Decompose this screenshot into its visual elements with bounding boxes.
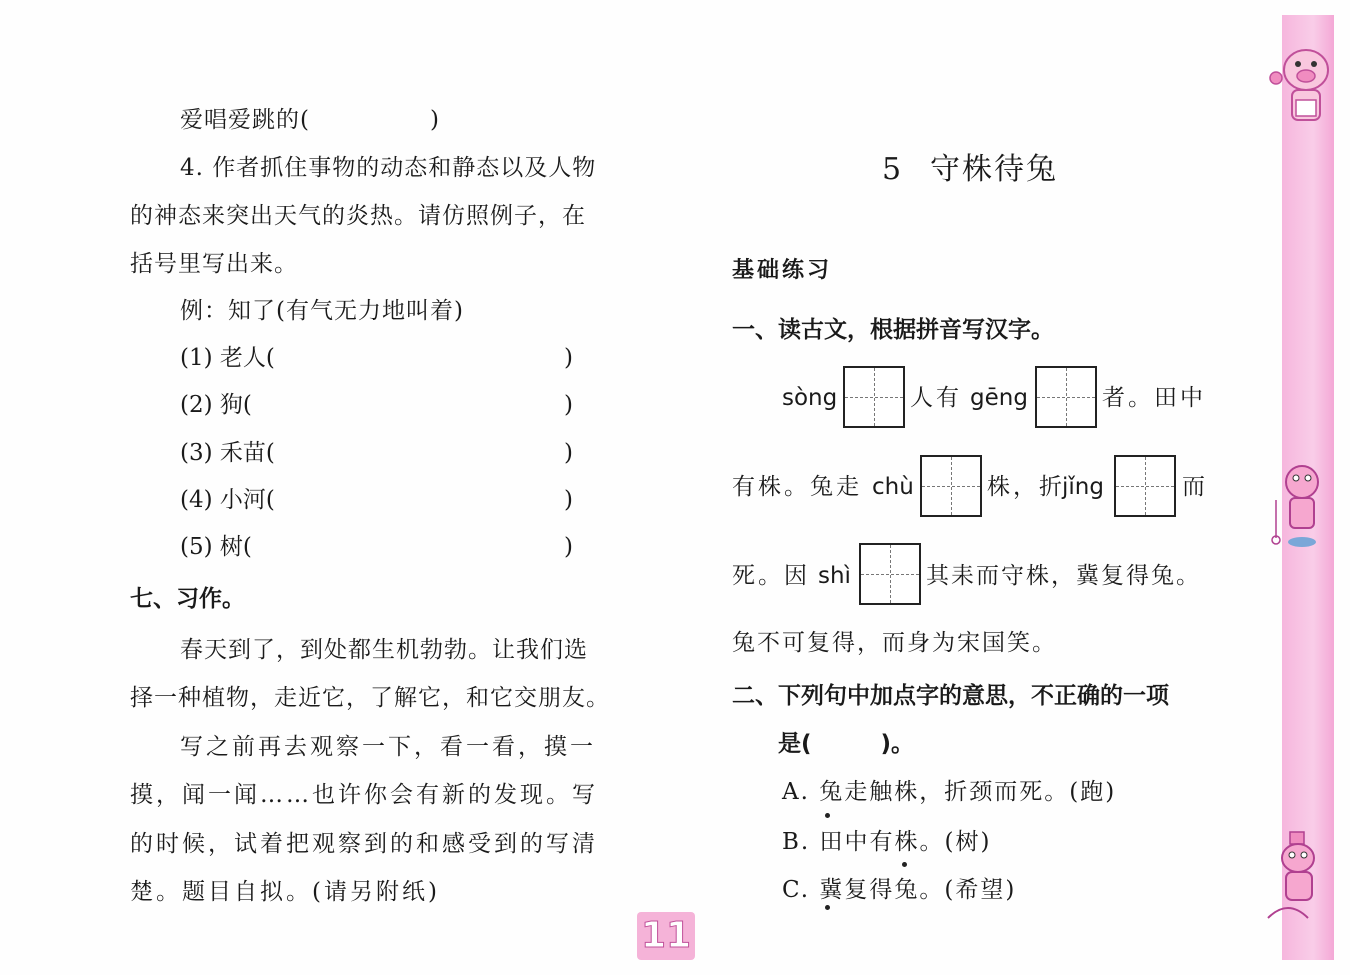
section-7-heading: 七、习作。 [130, 586, 245, 612]
row4-text: 兔不可复得，而身为宋国笑。 [732, 630, 1057, 656]
answer-box-1[interactable] [843, 366, 905, 428]
page-number: 11 [637, 912, 695, 960]
answer-box-3[interactable] [920, 455, 982, 517]
answer-box-4[interactable] [1114, 455, 1176, 517]
item-5-label: (5) 树( [180, 534, 252, 560]
item-3-label: (3) 禾苗( [180, 440, 275, 466]
pinyin-shi: shì [818, 563, 851, 589]
q4-line-2: 的神态来突出天气的炎热。请仿照例子，在 [130, 203, 586, 229]
item-4-label: (4) 小河( [180, 487, 275, 513]
pig-cartoon-icon [1262, 40, 1338, 135]
item-1-label: (1) 老人( [180, 345, 275, 371]
pinyin-chu: chù [872, 474, 914, 500]
q2-line-1: 二、下列句中加点字的意思，不正确的一项 [732, 683, 1169, 709]
lesson-title: 守株待兔 [930, 152, 1058, 187]
row2-text-2: 而 [1182, 474, 1205, 500]
item-3-close: ) [564, 440, 573, 466]
item-2-close: ) [564, 392, 573, 418]
lesson-number: 5 [882, 152, 902, 187]
para2-line-1: 写之前再去观察一下，看一看，摸一 [180, 734, 596, 760]
row1-text-1: 人有 [910, 385, 962, 411]
para1-line-1: 春天到了，到处都生机勃勃。让我们选 [180, 637, 588, 663]
left-line-1: 爱唱爱跳的( ) [180, 107, 440, 133]
example-line: 例：知了(有气无力地叫着) [180, 298, 464, 324]
cat-cartoon-icon [1258, 828, 1338, 928]
q1-heading: 一、读古文，根据拼音写汉字。 [732, 317, 1054, 343]
pinyin-jing: jǐng [1062, 474, 1104, 500]
option-b: B. 田中有株。(树) [782, 829, 992, 855]
emphasis-dot-c [825, 905, 830, 910]
item-1-close: ) [564, 345, 573, 371]
row2-text-1: 株，折 [987, 474, 1065, 500]
option-c: C. 冀复得兔。(希望) [782, 877, 1017, 903]
row1-text-2: 者。田中 [1102, 385, 1206, 411]
emphasis-dot-a [825, 813, 830, 818]
pinyin-geng: gēng [970, 385, 1028, 411]
para2-line-2: 摸，闻一闻……也许你会有新的发现。写 [130, 782, 598, 808]
answer-box-2[interactable] [1035, 366, 1097, 428]
wolf-cartoon-icon [1262, 460, 1338, 555]
row3-text-1: 其耒而守株，冀复得兔。 [926, 563, 1201, 589]
q4-line-3: 括号里写出来。 [130, 251, 298, 277]
row3-text-0: 死。因 [732, 563, 810, 589]
item-2-label: (2) 狗( [180, 392, 252, 418]
basic-practice-heading: 基础练习 [732, 258, 833, 283]
para2-line-3: 的时候，试着把观察到的和感受到的写清 [130, 831, 598, 857]
q2-line-2: 是( )。 [778, 731, 915, 757]
emphasis-dot-b [902, 862, 907, 867]
answer-box-5[interactable] [859, 543, 921, 605]
q4-line-1: 4. 作者抓住事物的动态和静态以及人物 [180, 155, 597, 181]
item-4-close: ) [564, 487, 573, 513]
item-5-close: ) [564, 534, 573, 560]
para2-line-4: 楚。题目自拟。(请另附纸) [130, 879, 440, 905]
pinyin-song: sòng [782, 385, 838, 411]
option-a: A. 兔走触株，折颈而死。(跑) [782, 779, 1117, 805]
para1-line-2: 择一种植物，走近它，了解它，和它交朋友。 [130, 685, 610, 711]
row2-text-0: 有株。兔走 [732, 474, 862, 500]
